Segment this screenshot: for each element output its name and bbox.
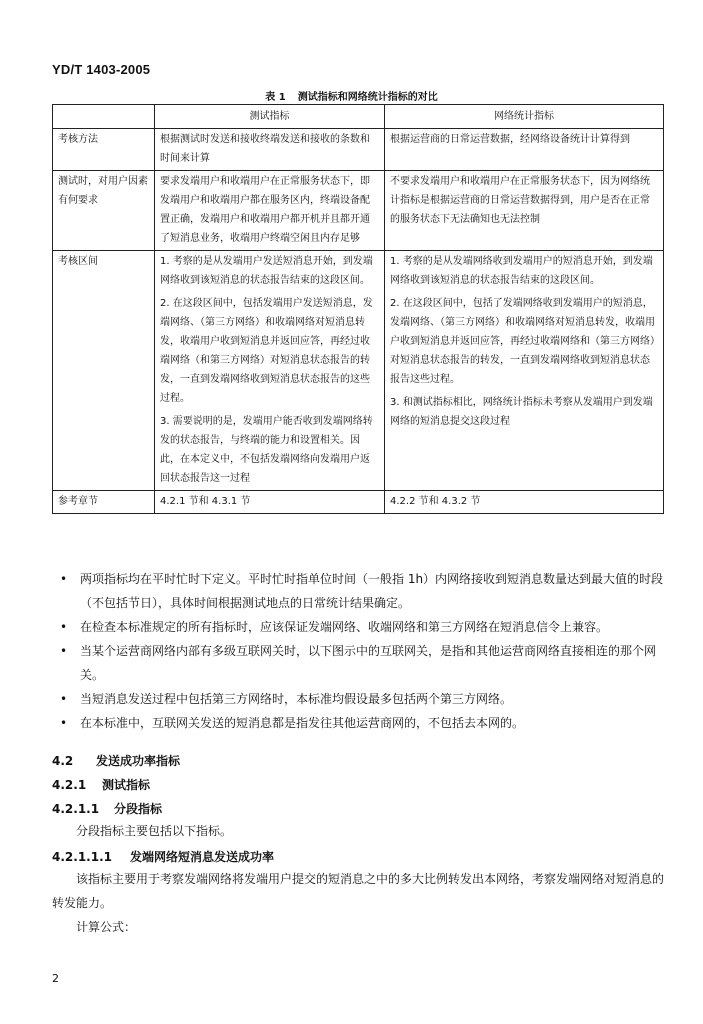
cell-text: 3. 和测试指标相比，网络统计指标未考察从发端用户到发端网络的短消息提交这段过程	[390, 397, 653, 427]
row-label: 考核方法	[53, 129, 155, 171]
cell-text: 4.2.2 节和 4.3.2 节	[390, 496, 481, 507]
section-heading-4-2-1	[52, 776, 150, 793]
cell-text: 2. 在这段区间中，包括了发端网络收到发端用户的短消息，发端网络、（第三方网络）和收端网络对短消息转发，收端用户收到短消息并返回应答，再经过收端网络和（第三方网络）对短消息状态报告的转发，一直到发端网络收到短消息状态报告这些过程。	[390, 298, 655, 385]
section-number: 4.2	[52, 754, 74, 768]
section-title: 发送成功率指标	[96, 754, 181, 768]
list-item-text: 当短消息发送过程中包括第三方网络时，本标准均假设最多包括两个第三方网络。	[80, 692, 513, 706]
list-item	[60, 711, 665, 735]
cell-text: 根据测试时发送和接收终端发送和接收的条数和时间来计算	[160, 134, 370, 164]
section-number: 4.2.1.1	[52, 802, 100, 816]
standard-code: YD/T 1403-2005	[52, 62, 151, 77]
section-heading-4-2-1-1-1	[52, 848, 274, 865]
table-header-cell: 测试指标	[155, 105, 385, 129]
table-header-cell	[53, 105, 155, 129]
cell-text: 要求发端用户和收端用户在正常服务状态下，即发端用户和收端用户都在服务区内，终端设备配置正确，发端用户和收端用户都开机并且都开通了短消息业务，收端用户终端空闲且内存足够	[160, 176, 370, 244]
row-label: 考核区间	[53, 251, 155, 491]
table-header-cell: 网络统计指标	[385, 105, 664, 129]
section-title: 分段指标	[114, 802, 163, 816]
cell-text: 4.2.1 节和 4.3.1 节	[160, 496, 251, 507]
test-cell	[155, 129, 385, 171]
bullet-icon: •	[60, 692, 68, 706]
cell-text: 3. 需要说明的是，发端用户能否收到发端网络转发的状态报告，与终端的能力和设置相关。因此，在本定义中，不包括发端网络向发端用户返回状态报告这一过程	[160, 416, 373, 484]
cell-text: 2. 在这段区间中，包括发端用户发送短消息，发端网络、（第三方网络）和收端网络对短消息转发，收端用户收到短消息并返回应答，再经过收端网络（和第三方网络）对短消息状态报告的转发，一直到发端网络收到短消息状态报告的这些过程。	[160, 298, 373, 404]
list-item	[60, 687, 665, 711]
list-item-text: 在检查本标准规定的所有指标时，应该保证发端网络、收端网络和第三方网络在短消息信令上兼容。	[80, 620, 609, 634]
list-item-text: 在本标准中，互联网关发送的短消息都是指发往其他运营商网的，不包括去本网的。	[80, 716, 525, 730]
network-cell	[385, 251, 664, 491]
test-cell	[155, 171, 385, 251]
list-item-text: 当某个运营商网络内部有多级互联网关时，以下图示中的互联网关，是指和其他运营商网络直接相连的那个网关。	[80, 644, 657, 682]
section-number: 4.2.1	[52, 778, 87, 792]
bullet-icon: •	[60, 572, 68, 586]
row-label: 参考章节	[53, 491, 155, 514]
section-number: 4.2.1.1.1	[52, 850, 112, 864]
paragraph: 该指标主要用于考察发端网络将发端用户提交的短消息之中的多大比例转发出本网络，考察发端网络对短消息的转发能力。	[52, 872, 665, 910]
test-cell	[155, 251, 385, 491]
list-item	[60, 567, 665, 615]
row-label: 测试时，对用户因素有何要求	[53, 171, 155, 251]
test-cell	[155, 491, 385, 514]
list-item-text: 两项指标均在平时忙时下定义。平时忙时指单位时间（一般指 1h）内网络接收到短消息数量达到最大值的时段（不包括节日），具体时间根据测试地点的日常统计结果确定。	[80, 572, 664, 610]
bullet-icon: •	[60, 644, 68, 658]
section-heading-4-2-1-1	[52, 800, 162, 817]
section-title: 测试指标	[102, 778, 151, 792]
table-caption-number: 表 1	[265, 92, 286, 103]
list-item	[60, 615, 665, 639]
section-title: 发端网络短消息发送成功率	[130, 850, 275, 864]
note-list	[60, 567, 665, 735]
paragraph: 分段指标主要包括以下指标。	[76, 824, 233, 838]
table-row	[53, 251, 664, 491]
cell-text: 不要求发端用户和收端用户在正常服务状态下，因为网络统计指标是根据运营商的日常运营数据得到，用户是否在正常的服务状态下无法确知也无法控制	[390, 176, 650, 225]
network-cell	[385, 171, 664, 251]
bullet-icon: •	[60, 620, 68, 634]
table-row	[53, 171, 664, 251]
formula-label: 计算公式：	[76, 920, 137, 934]
network-cell	[385, 491, 664, 514]
table-caption-title: 测试指标和网络统计指标的对比	[297, 92, 438, 103]
table-row	[53, 491, 664, 514]
cell-text: 1. 考察的是从发端用户发送短消息开始，到发端网络收到该短消息的状态报告结束的这段区间。	[160, 256, 373, 286]
cell-text: 根据运营商的日常运营数据，经网络设备统计计算得到	[390, 134, 630, 145]
comparison-table	[52, 104, 664, 514]
list-item	[60, 639, 665, 687]
bullet-icon: •	[60, 716, 68, 730]
page-number: 2	[52, 972, 59, 985]
network-cell	[385, 129, 664, 171]
table-row	[53, 129, 664, 171]
section-heading-4-2	[52, 752, 180, 769]
table-caption	[0, 88, 703, 103]
table-header-row	[53, 105, 664, 129]
cell-text: 1. 考察的是从发端网络收到发端用户的短消息开始，到发端网络收到该短消息的状态报告结束的这段区间。	[390, 256, 653, 286]
